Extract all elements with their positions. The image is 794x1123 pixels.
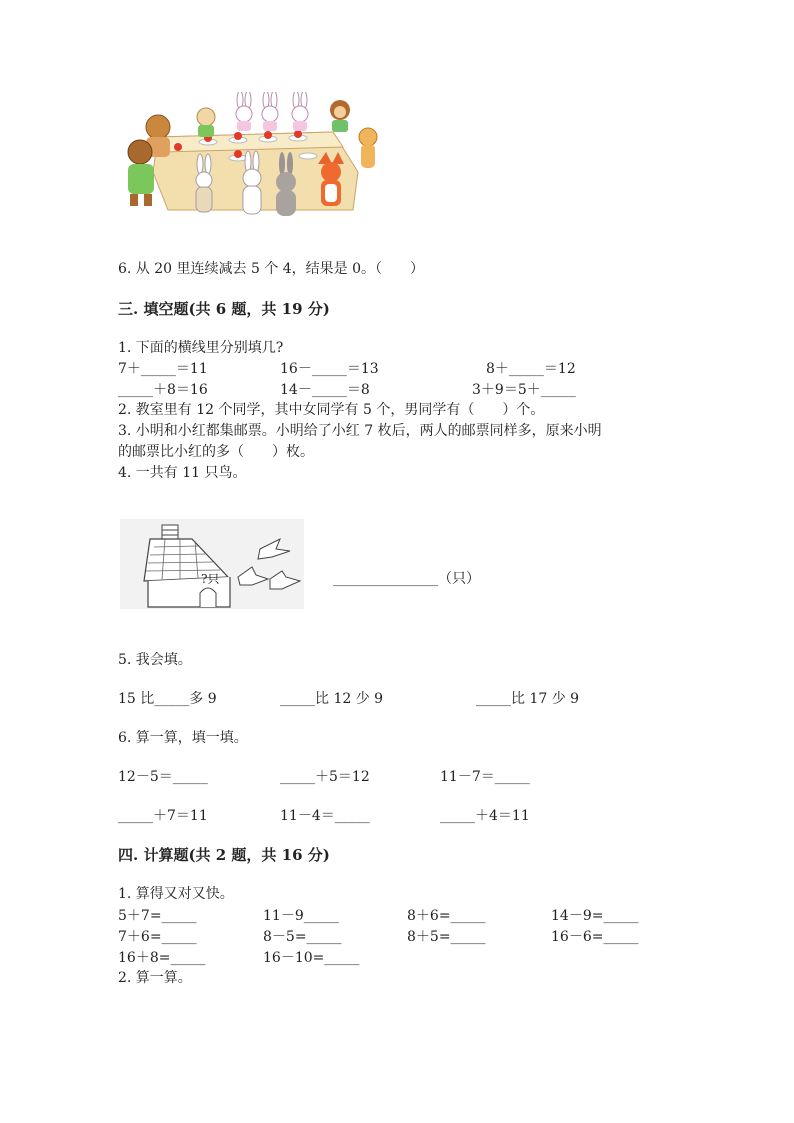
calc-item: 16－6=_____: [551, 929, 639, 945]
fill-q5-item: 15 比_____多 9: [118, 691, 217, 707]
calc-item: 7＋6=_____: [118, 929, 197, 945]
fill-q1-item: 8＋_____＝12: [486, 361, 576, 377]
calc-item: 14－9=_____: [551, 908, 639, 924]
fill-q4: 4. 一共有 11 只鸟。: [118, 465, 247, 481]
fill-q6-item: _____＋7＝11: [118, 808, 208, 824]
fill-q6-item: 12－5＝_____: [118, 769, 208, 785]
fill-q1-title: 1. 下面的横线里分别填几?: [118, 340, 284, 356]
calc-item: 5＋7=_____: [118, 908, 197, 924]
calc-item: 8＋5=_____: [407, 929, 486, 945]
calc-q1-title: 1. 算得又对又快。: [118, 886, 234, 902]
fill-q2: 2. 教室里有 12 个同学，其中女同学有 5 个，男同学有（ ）个。: [118, 402, 545, 418]
calc-item: 16－10=_____: [263, 950, 360, 966]
fill-q4-answer: _______________（只）: [333, 571, 480, 587]
fill-q3-line1: 3. 小明和小红都集邮票。小明给了小红 7 枚后，两人的邮票同样多，原来小明: [118, 423, 602, 439]
house-label: ?只: [201, 572, 220, 586]
section-4-heading: 四. 计算题(共 2 题，共 16 分): [118, 846, 330, 864]
fill-q1-item: 16－_____＝13: [280, 361, 379, 377]
fill-q3-line2: 的邮票比小红的多（ ）枚。: [118, 444, 314, 460]
calc-q2-title: 2. 算一算。: [118, 970, 192, 986]
fill-q1-item: 3＋9＝5＋_____: [472, 382, 576, 398]
fill-q1-item: 14－_____＝8: [280, 382, 370, 398]
fill-q6-item: 11－4＝_____: [280, 808, 370, 824]
calc-item: 11－9_____: [263, 908, 339, 924]
house-birds-illustration: [120, 519, 304, 609]
fill-q6-item: _____＋4＝11: [440, 808, 530, 824]
calc-item: 8＋6=_____: [407, 908, 486, 924]
calc-item: 16＋8=_____: [118, 950, 206, 966]
fill-q6-item: _____＋5＝12: [280, 769, 370, 785]
calc-item: 8－5=_____: [263, 929, 342, 945]
fill-q6-item: 11－7＝_____: [440, 769, 530, 785]
fill-q5-item: _____比 17 少 9: [476, 691, 580, 707]
section-3-heading: 三. 填空题(共 6 题，共 19 分): [118, 300, 330, 318]
fill-q6-title: 6. 算一算，填一填。: [118, 730, 248, 746]
fill-q5-title: 5. 我会填。: [118, 652, 192, 668]
fill-q1-item: _____＋8＝16: [118, 382, 208, 398]
animal-party-illustration: [118, 92, 388, 222]
fill-q5-item: _____比 12 少 9: [280, 691, 384, 707]
fill-q1-item: 7＋_____＝11: [118, 361, 208, 377]
truefalse-question-6: 6. 从 20 里连续减去 5 个 4，结果是 0。（ ）: [118, 261, 425, 277]
